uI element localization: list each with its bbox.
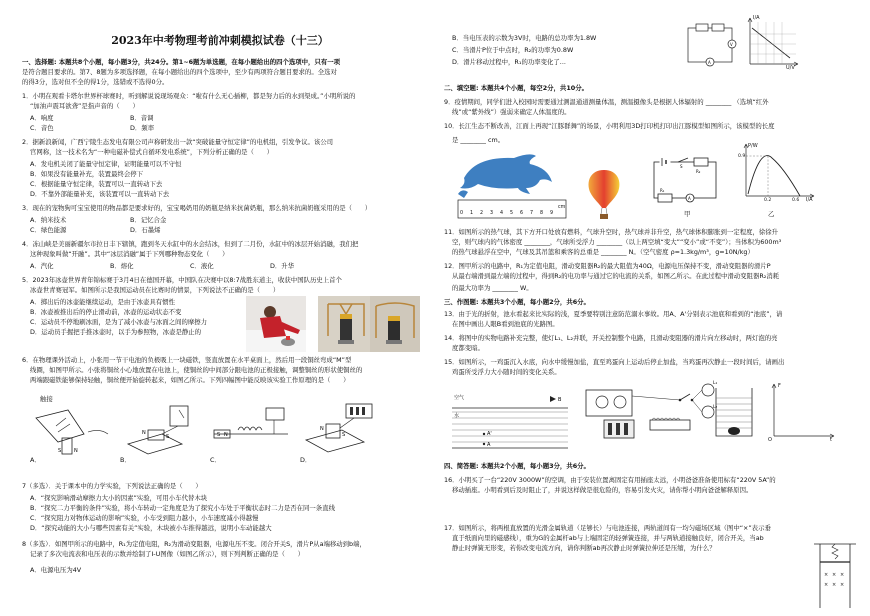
svg-text:L₂: L₂	[713, 405, 718, 410]
q6-stem: 6．在物理课外活动上，小张用一节干电池的负极吸上一块磁铁，竖直放置在水平桌面上，然后用一段铜丝弯成“M”型	[22, 356, 352, 364]
section4-heading: 四、简答题: 本题共2个小题，每小题3分，共6分。	[444, 462, 590, 470]
q15-graph-y-label: F	[778, 383, 781, 389]
q8-graph-x-label: U/V	[786, 65, 795, 71]
svg-text:×: ×	[840, 582, 845, 588]
svg-text:R₂: R₂	[696, 169, 701, 174]
svg-text:×: ×	[840, 572, 845, 578]
q4-stem-line2: 这种现象叫做“开融”。其中“冰层消融”属于下列哪种物态变化（ ）	[30, 250, 229, 258]
q12-fig-label-yi: 乙	[768, 210, 775, 218]
q1-stem-line2: “加油声震耳欲聋”是指声音的（ ）	[30, 102, 139, 110]
q9-stem-line2: 线”或“紫外线”）强弱来确定人体温度的。	[452, 108, 571, 116]
q4-stem: 4．冻山峡是美丽新疆尔市拉日丰下辖镇，跑到冬天水缸中的水会结冰，但到了二月份，水缸中的冰层开始消融，我们把	[22, 240, 359, 248]
dolphin-ruler-figure	[456, 148, 568, 222]
q14-stem: 14．将图中的实物电路补充完整，使灯L₁、L₂并联，开关控制整个电路，且滑动变阻器的滑片向左移动时，两灯泡的亮	[444, 334, 778, 342]
q12-graph-x-label: I/A	[806, 197, 813, 203]
q3-option-d: D．石墨烯	[130, 226, 161, 234]
q17-rails-figure	[810, 540, 860, 610]
svg-text:×: ×	[824, 572, 829, 578]
q8-circuit-figure	[684, 20, 738, 72]
q16-stem-line2: 移动插座。小明看到后及时阻止了，并说这样做是很危险的，容易引发火灾，请你帮小明向爸爸解释原因。	[452, 486, 753, 494]
q6-stem-line2: 线圈，如图甲所示。小张将铜丝小心地放置在电池上，使铜丝的中间部分跟电池的正极接触，调整铜丝的形状使铜丝的	[30, 366, 363, 374]
q13-pool-figure	[450, 390, 570, 456]
svg-text:S: S	[58, 448, 62, 454]
q6-magnet-label: 触接	[40, 395, 53, 403]
q13-stem-line2: 在图中画出人眼B看到池底的光路图。	[452, 320, 559, 328]
svg-text:A': A'	[487, 431, 492, 437]
q17-stem-line3: 静止时弹簧无形变，若你改变电流方向，请你判断ab再次静止时弹簧拉伸还是压缩，为什么？	[452, 544, 716, 552]
coil-battery-photo	[318, 296, 374, 352]
q15-graph-x-label: t	[830, 437, 832, 443]
q7-option-d: D．“探究动能的大小与哪些因素有关”实验，木块被小车推得越远，说明小车动能越大	[30, 524, 272, 532]
q1-option-a: A．响度	[30, 114, 54, 122]
q6-label-a: A．	[30, 456, 41, 464]
q9-stem: 9．疫情期间，同学们进入校园时需要通过测温通道测量体温，测温摄像头是根据人体辐射的 ________ （选填“红外	[444, 98, 769, 106]
q15-force-time-graph	[768, 380, 838, 442]
ruler-tick-6: 6	[520, 211, 524, 216]
q7-option-b: B．“探究二力平衡的条件”实验，将小车转动一定角度是为了探究小车处于平衡状态时二力是否在同一条直线	[30, 504, 335, 512]
ruler-tick-2: 2	[480, 211, 484, 216]
section1-heading-line2: 是符合题目要求的。第7、8题为多项选择题，在每小题给出的四个选项中，至少有两项符合题目要求的。全选对	[22, 68, 337, 76]
q2-stem: 2．据新浪新闻，广西宁陵生态发电有限公司声称研发出一款“突破能量守恒定律”的电机组，引发争议。该公司	[22, 138, 334, 146]
ruler-tick-5: 5	[510, 211, 514, 216]
q6-label-d: D．	[300, 456, 312, 464]
q7-option-a: A．“探究影响滑动摩擦力大小的因素”实验，可用小车代替木块	[30, 494, 208, 502]
q4-option-b: B．熔化	[110, 262, 134, 270]
svg-text:×: ×	[832, 582, 837, 588]
ruler-tick-1: 1	[470, 211, 474, 216]
svg-text:N: N	[142, 430, 146, 436]
svg-text:N: N	[74, 448, 78, 454]
ruler-tick-4: 4	[500, 211, 504, 216]
q15-egg-beaker-figure	[712, 384, 756, 440]
q12-power-graph	[738, 140, 818, 206]
q2-option-c: C．根据能量守恒定律，装置可以一直转动下去	[30, 180, 163, 188]
svg-text:V: V	[730, 42, 733, 47]
q15-stem-line2: 鸡蛋所受浮力大小随时间的变化关系。	[452, 368, 561, 376]
q12-fig-label-jia: 甲	[684, 210, 691, 218]
q2-option-a: A．发电机关闭了能量守恒定律，证明能量可以不守恒	[30, 160, 182, 168]
ruler-tick-9: 9	[550, 211, 554, 216]
q11-stem: 11．如图所示的热气球，其下方开口处放有燃料，气球升空时，热气球并非升空，热气球体积膨胀到一定程度，徐徐升	[444, 228, 779, 236]
q10-stem: 10．长江生态不断改善，江面上再现“江豚群舞”的场景，小明利用3D打印机打印出江豚模型如图所示，该模型的长度	[444, 122, 775, 130]
ruler-tick-7: 7	[530, 211, 534, 216]
q4-option-d: D．升华	[270, 262, 295, 270]
section1-heading-line3: 的得3分，选对但不全的得1分，选错或不选得0分。	[22, 78, 169, 86]
q13-stem: 13．由于光的折射，池水看起来比实际的浅，夏季要特别注意防范溺水事故。用A、A'分别表示池底和看到的“池底”，请	[444, 310, 783, 318]
ruler-tick-0: 0	[460, 211, 464, 216]
svg-text:S: S	[680, 164, 683, 169]
q12-stem: 12．图甲所示的电路中，R₁为定值电阻，滑动变阻器R₂的最大阻值为40Ω，电源电压保持不变，滑动变阻器的滑片P	[444, 262, 771, 270]
q5-stem: 5．2023年冰壶世界青年锦标赛于3月4日在德国开幕，中国队在决赛中以8:7战胜东道主，收获中国队历史上首个	[22, 276, 342, 284]
q11-stem-line3: 的热气球悬浮在空中，气球及其吊篮和乘客的总重是 ________ N。（空气密度 ρ=1.3kg/m³，g=10N/kg）	[452, 248, 754, 256]
q3-option-c: C．绿色能源	[30, 226, 67, 234]
q8-option-b: B．当电压表的示数为3V时，电路的总功率为1.8W	[452, 34, 597, 42]
q12-stem-line3: 的最大功率为 ________ W。	[452, 284, 533, 292]
section3-heading: 三、作图题: 本题共3个小题，每小题2分，共6分。	[444, 298, 590, 306]
ruler-unit: cm	[558, 205, 566, 210]
q6-figure-a	[28, 404, 112, 456]
q5-option-b: B．冰壶被推出后的停止滑动前，冰壶的运动状态不变	[30, 308, 182, 316]
svg-text:×: ×	[832, 572, 837, 578]
coil-photo-2	[370, 296, 420, 352]
q8-iu-graph	[742, 14, 802, 70]
q3-stem: 3．现在的宠物狗可宝宝使用的物品都是要求好的，宝宝喝奶用的奶瓶是纳米抗菌奶瓶，那么纳米抗菌奶瓶采用的是（ ）	[22, 204, 372, 212]
q3-option-a: A．纳米技术	[30, 216, 67, 224]
q6-label-c: C．	[210, 456, 221, 464]
q12-graph-x-tick-2: 0.6	[792, 198, 800, 203]
q5-option-c: C．运动员不停地刷冰面，是为了减小冰壶与冰面之间的摩擦力	[30, 318, 208, 326]
q12-stem-line2: 从最右端滑到最左端的过程中，得到R₂的电功率与通过它的电流的关系，如图乙所示。在此过程中滑动变阻器R₂消耗	[452, 272, 780, 280]
q6-stem-line3: 两端跟磁铁能够保持轻触，铜丝便开始旋转起来，如图乙所示。下列四幅图中能反映该实验工作原理的是（ ）	[30, 376, 350, 384]
q8-stem-line2: 记录了多次电流表和电压表的示数并绘制了I-U图像（如图乙所示），则下列判断正确的是（ ）	[30, 550, 305, 558]
q4-option-a: A．汽化	[30, 262, 54, 270]
q12-circuit-figure	[650, 156, 720, 208]
curling-photo	[246, 296, 306, 352]
ruler-tick-8: 8	[540, 211, 544, 216]
section1-heading: 一、选择题: 本题共8个小题，每小题3分，共24分。第1~6题为单选题，在每小题给出的四个选项中，只有一项	[22, 58, 341, 66]
q3-option-b: B．记忆合金	[130, 216, 167, 224]
q8-option-a: A．电源电压为4V	[30, 566, 82, 574]
svg-text:L₁: L₁	[713, 381, 718, 386]
q16-stem: 16．小明买了一台“220V 3000W”的空调，由于安装位置离固定有用插座太远，小明爸爸准备使用标有“220V 5A”的	[444, 476, 776, 484]
q14-stem-line2: 度都变暗。	[452, 344, 484, 352]
q6-figure-b	[118, 404, 202, 456]
q1-option-c: C．音色	[30, 124, 54, 132]
q13-water-label: 水	[454, 413, 460, 419]
svg-text:N: N	[320, 426, 324, 432]
q4-option-c: C．液化	[190, 262, 214, 270]
q15-stem: 15．如图所示，一鸡蛋沉入水底，向水中缓慢加盐，直至鸡蛋向上运动后停止加盐，当鸡蛋再次静止一段时间后，请画出	[444, 358, 785, 366]
q7-option-c: C．“探究阻力对物体运动的影响”实验，小车受到阻力越小，小车速度减小得越慢	[30, 514, 259, 522]
svg-text:A: A	[487, 442, 491, 448]
hot-air-balloon-figure	[584, 168, 624, 220]
page-title: 2023年中考物理考前冲刺模拟试卷（十三）	[111, 34, 329, 47]
q17-stem-line2: 直于纸面向里的磁感线），重为G的金属杆ab与上端固定的轻弹簧连接，并与两轨道接触良好，闭合开关，当ab	[452, 534, 764, 542]
svg-text:A: A	[708, 60, 711, 65]
svg-text:S: S	[217, 432, 221, 438]
svg-text:S: S	[342, 432, 346, 438]
q2-option-b: B．如果没有能量补充，装置最终会停下	[30, 170, 144, 178]
q12-graph-x-tick-1: 0.2	[764, 198, 772, 203]
q5-option-d: D．运动员手握把手推冰壶时，以手为参照物，冰壶是静止的	[30, 328, 202, 336]
q8-stem: 8（多选）．如图甲所示的电路中，R₁为定值电阻，R₂为滑动变阻器，电源电压不变。闭合开关S，滑片P从a端移动到b端，	[22, 540, 366, 548]
q2-stem-line2: 官网称，这一技术名为“一种电磁补偿式自循环发电系统”，下列分析正确的是（ ）	[30, 148, 274, 156]
q8-option-c: C．当滑片P位于中点时，R₂的功率为0.8W	[452, 46, 574, 54]
q5-stem-line2: 冰壶世青赛冠军。如图所示是我国运动员在比赛时的情景，下列说法不正确的是（ ）	[30, 286, 280, 294]
ruler-tick-3: 3	[490, 211, 494, 216]
q2-option-d: D．不靠外部能量补充，该装置可以一直转动下去	[30, 190, 170, 198]
q5-option-a: A．掷出后的冰壶能继续运动，是由于冰壶具有惯性	[30, 298, 175, 306]
q11-stem-line2: 空，则气球内的气体密度 ________，气球所受浮力 ________（以上两空填“变大”“变小”或“不变”）；当体积为600m³	[452, 238, 782, 246]
q8-option-d: D．滑片移动过程中，R₁的功率变化了...	[452, 58, 566, 66]
q1-stem: 1．小明在观看卡塔尔世界杯球赛时，听到解说说现场观众：“啦有什么无心插柳，都是努力后的水到渠成。”小明所说的	[22, 92, 356, 100]
q1-option-d: D．频率	[130, 124, 155, 132]
q17-stem: 17．如图所示，将两根直放置的光滑金属轨道（足够长）与电池连接，两轨道间有一均匀磁场区域（图中“×”表示垂	[444, 524, 771, 532]
q6-label-b: B．	[120, 456, 131, 464]
q8-graph-y-label: I/A	[753, 15, 760, 21]
svg-text:A: A	[688, 196, 691, 201]
q12-graph-y-label: P/W	[748, 143, 758, 149]
q12-graph-y-tick: 0.9	[738, 154, 746, 159]
svg-text:N: N	[224, 432, 228, 438]
q14-circuit-figure	[580, 376, 730, 442]
svg-text:S: S	[166, 434, 170, 440]
q13-air-label: 空气	[454, 395, 465, 401]
svg-text:×: ×	[824, 582, 829, 588]
q6-figure-d	[298, 400, 382, 456]
q7-stem: 7（多选）．关于课本中的力学实验，下列说法正确的是（ ）	[22, 482, 202, 490]
q10-stem-line2: 是 ________ cm。	[452, 136, 505, 144]
svg-text:R₁: R₁	[660, 188, 665, 193]
svg-text:B: B	[558, 397, 562, 403]
q15-graph-origin: O	[768, 437, 772, 443]
q1-option-b: B．音调	[130, 114, 154, 122]
q6-figure-c	[208, 404, 292, 456]
section2-heading: 二、填空题: 本题共4个小题，每空2分，共10分。	[444, 84, 588, 92]
